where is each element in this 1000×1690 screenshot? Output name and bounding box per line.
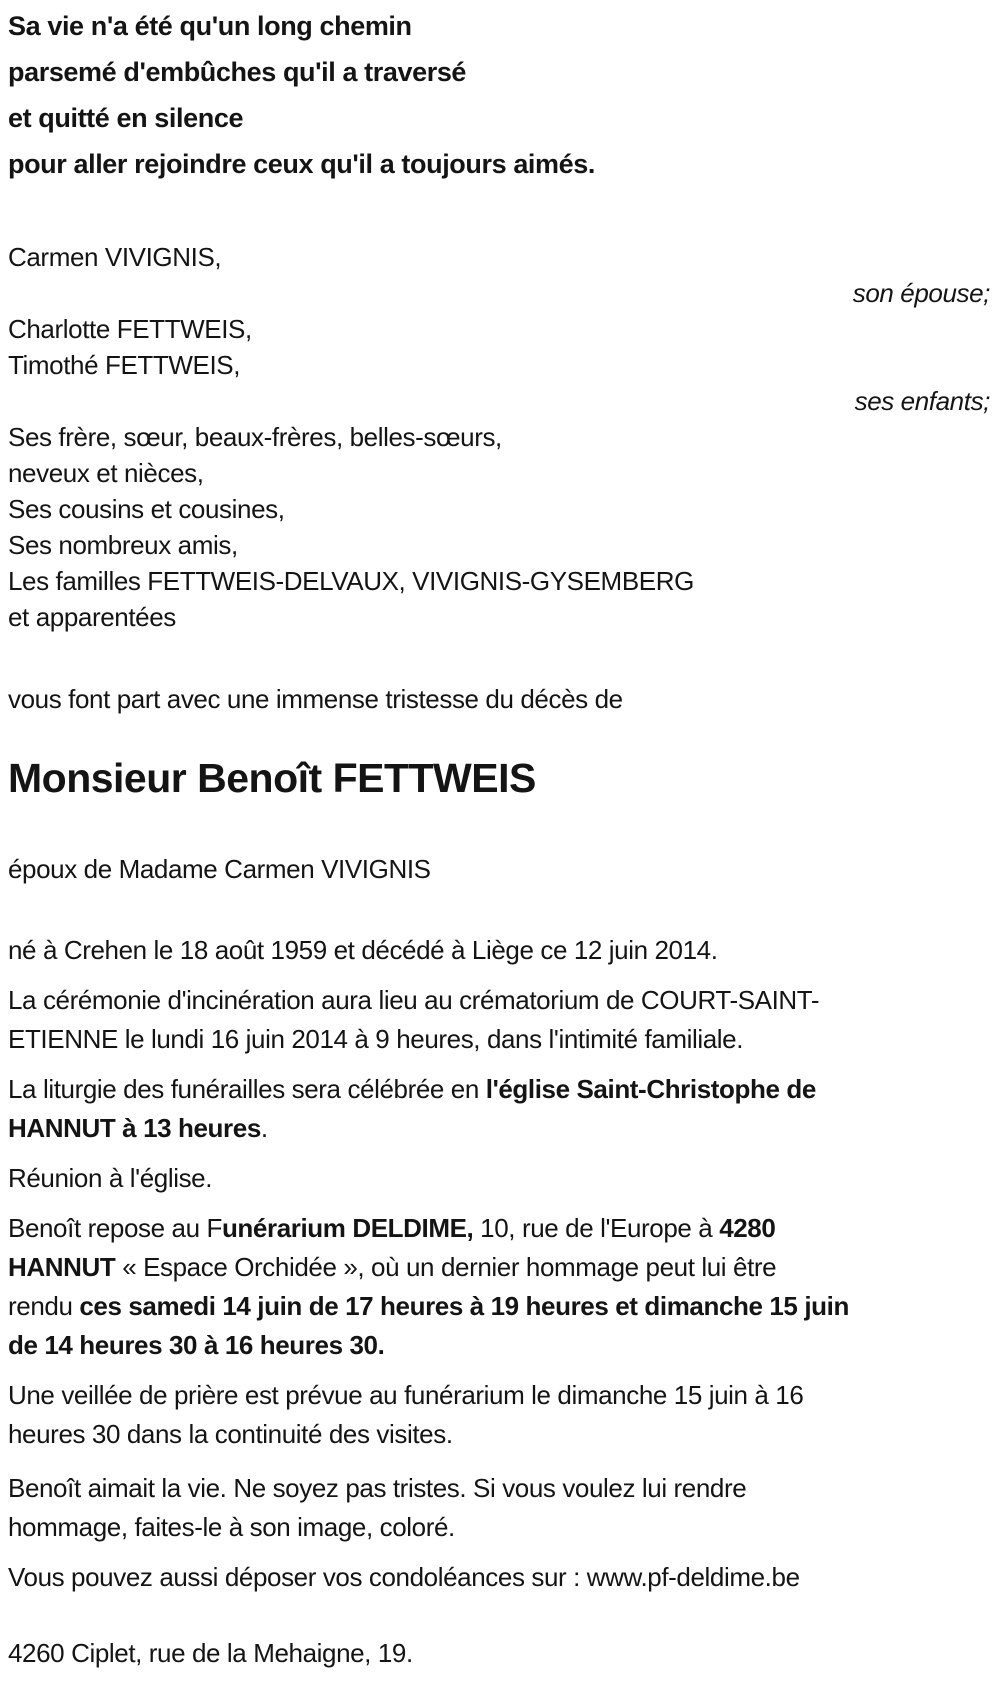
text-line	[8, 347, 990, 383]
paragraph-address	[8, 1634, 990, 1673]
text-segment: « Espace Orchidée », où un dernier hommage peut lui être	[115, 1252, 777, 1282]
text-segment: unérarium DELDIME,	[221, 1213, 474, 1243]
paragraph-tribute	[8, 1469, 990, 1547]
text-line	[8, 1070, 990, 1109]
text-segment: Les familles FETTWEIS-DELVAUX, VIVIGNIS-GYSEMBERG	[8, 566, 694, 596]
paragraph-condolences-url	[8, 1558, 990, 1597]
paragraph-vigil	[8, 1376, 990, 1454]
text-segment: ces samedi 14 juin de 17 heures à 19 heures et dimanche 15 juin	[79, 1291, 849, 1321]
text-segment: pour aller rejoindre ceux qu'il a toujours aimés.	[8, 149, 595, 179]
text-segment: 4280	[719, 1213, 776, 1243]
text-segment: neveux et nièces,	[8, 458, 204, 488]
text-segment: .	[260, 1113, 268, 1143]
text-segment: Une veillée de prière est prévue au funérarium le dimanche 15 juin à 16	[8, 1380, 804, 1410]
text-segment: ses enfants;	[854, 386, 990, 416]
text-line	[8, 1558, 990, 1597]
text-line	[8, 311, 990, 347]
text-line	[8, 1109, 990, 1148]
text-segment: Réunion à l'église.	[8, 1163, 213, 1193]
text-segment: Carmen VIVIGNIS,	[8, 242, 222, 272]
paragraph-liturgy	[8, 1070, 990, 1148]
text-segment: Benoît repose au F	[8, 1213, 222, 1243]
text-segment: HANNUT	[8, 1252, 116, 1282]
text-segment: Charlotte FETTWEIS,	[8, 314, 252, 344]
family-list	[8, 239, 990, 635]
text-line	[8, 49, 990, 95]
text-segment: de 14 heures 30 à 16 heures 30.	[8, 1330, 385, 1360]
text-segment: Ses cousins et cousines,	[8, 494, 285, 524]
text-line	[8, 1469, 990, 1508]
text-segment: Vous pouvez aussi déposer vos condoléances sur : www.pf-deldime.be	[8, 1562, 800, 1592]
text-line	[8, 141, 990, 187]
text-line	[8, 931, 990, 970]
text-segment: 4260 Ciplet, rue de la Mehaigne, 19.	[8, 1638, 413, 1668]
text-line	[8, 491, 990, 527]
text-segment: La cérémonie d'incinération aura lieu au crématorium de COURT-SAINT-	[8, 985, 820, 1015]
text-segment: 10, rue de l'Europe à	[473, 1213, 720, 1243]
text-line	[8, 239, 990, 275]
text-line	[8, 1415, 990, 1454]
text-segment: Timothé FETTWEIS,	[8, 350, 241, 380]
text-segment: parsemé d'embûches qu'il a traversé	[8, 57, 467, 87]
paragraph-birth-death	[8, 931, 990, 970]
text-segment: hommage, faites-le à son image, coloré.	[8, 1512, 455, 1542]
text-segment: Ses nombreux amis,	[8, 530, 238, 560]
text-segment: Benoît aimait la vie. Ne soyez pas tristes. Si vous voulez lui rendre	[8, 1473, 747, 1503]
text-line	[8, 527, 990, 563]
text-line	[8, 3, 990, 49]
text-line	[8, 1376, 990, 1415]
text-line	[8, 1287, 990, 1326]
text-line	[8, 1326, 990, 1365]
text-segment: et apparentées	[8, 602, 176, 632]
text-line	[8, 1020, 990, 1059]
text-segment: rendu	[8, 1291, 80, 1321]
text-segment: l'église Saint-Christophe de	[485, 1074, 816, 1104]
text-line	[8, 419, 990, 455]
text-line	[8, 455, 990, 491]
relation-line: époux de Madame Carmen VIVIGNIS	[8, 854, 431, 884]
text-line	[8, 95, 990, 141]
text-segment: ETIENNE le lundi 16 juin 2014 à 9 heures, dans l'intimité familiale.	[8, 1024, 744, 1054]
paragraph-gathering	[8, 1159, 990, 1198]
text-segment: son épouse;	[852, 278, 990, 308]
epigraph-poem	[8, 3, 990, 187]
text-line	[8, 1248, 990, 1287]
text-line	[8, 1634, 990, 1673]
paragraph-funerarium-visits	[8, 1209, 990, 1365]
text-line	[8, 981, 990, 1020]
text-segment: HANNUT à 13 heures	[8, 1113, 261, 1143]
text-segment: né à Crehen le 18 août 1959 et décédé à Liège ce 12 juin 2014.	[8, 935, 718, 965]
deceased-name: Monsieur Benoît FETTWEIS	[8, 755, 536, 801]
text-line	[8, 1508, 990, 1547]
text-segment: Sa vie n'a été qu'un long chemin	[8, 11, 412, 41]
text-segment: Ses frère, sœur, beaux-frères, belles-sœurs,	[8, 422, 502, 452]
text-line	[8, 1159, 990, 1198]
announcement-line: vous font part avec une immense tristesse du décès de	[8, 684, 623, 714]
text-line	[8, 599, 990, 635]
text-segment: et quitté en silence	[8, 103, 244, 133]
paragraph-cremation	[8, 981, 990, 1059]
text-segment: La liturgie des funérailles sera célébrée en	[8, 1074, 486, 1104]
text-line	[8, 1209, 990, 1248]
text-segment: heures 30 dans la continuité des visites.	[8, 1419, 453, 1449]
role-line	[8, 275, 990, 311]
text-line	[8, 563, 990, 599]
role-line	[8, 383, 990, 419]
